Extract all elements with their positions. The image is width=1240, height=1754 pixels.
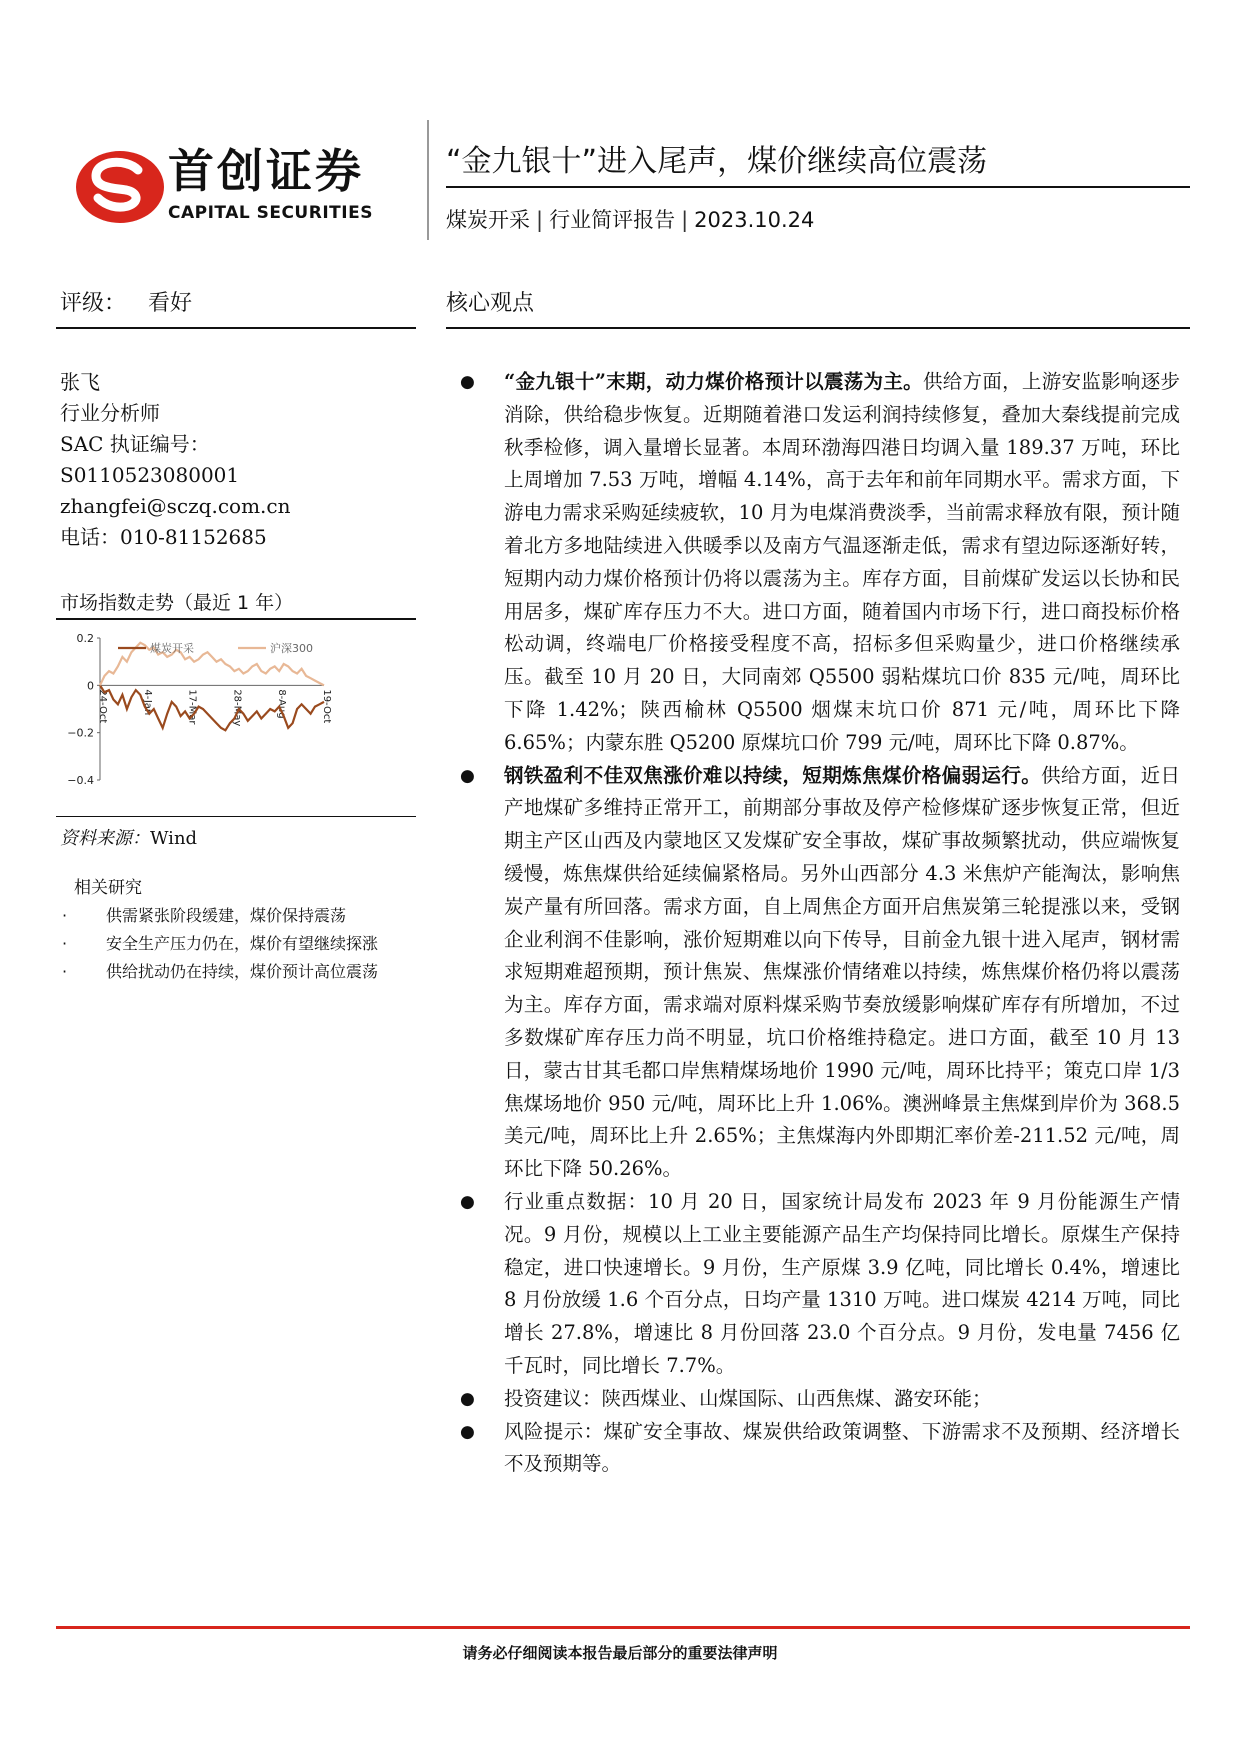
source-label: 资料来源： xyxy=(60,828,150,849)
core-views-heading: 核心观点 xyxy=(446,291,535,316)
core-view-item xyxy=(446,760,1180,1186)
related-item-label: 供给扰动仍在持续，煤价预计高位震荡 xyxy=(106,962,379,981)
related-item-label: 安全生产压力仍在，煤价有望继续探涨 xyxy=(106,934,379,953)
core-view-text: 投资建议：陕西煤业、山煤国际、山西焦煤、潞安环能； xyxy=(504,1386,992,1410)
y-tick-label: −0.4 xyxy=(67,774,94,787)
x-tick-label: 28-May xyxy=(231,689,243,727)
bullet-icon: · xyxy=(62,906,68,925)
source-rule xyxy=(56,816,416,817)
x-tick-label: 24-Oct xyxy=(97,689,108,724)
bullet-icon: ● xyxy=(460,765,475,786)
report-date: 2023.10.24 xyxy=(694,208,815,232)
core-view-text: 行业重点数据：10 月 20 日，国家统计局发布 2023 年 9 月份能源生产情况。9 月份，规模以上工业主要能源产品生产均保持同比增长。原煤生产保持稳定，进口快速增长。9 月份，生产原煤 3.9 亿吨，同比增长 0.4%，增速比 8 月份放缓 1.6 个百分点，日均产量 1310 万吨。进口煤炭 4214 万吨，同比增长 27.8%，增速比 8 月份回落 23.0 个百分点。9 月份，发电量 7456 亿千瓦时，同比增长 7.7%。 xyxy=(504,1189,1180,1377)
y-tick-label: 0.2 xyxy=(76,632,94,645)
report-type-label: 行业简评报告 xyxy=(549,208,676,232)
footer-rule xyxy=(56,1626,1190,1629)
market-trend-heading: 市场指数走势（最近 1 年） xyxy=(60,592,294,614)
data-source xyxy=(60,824,197,850)
report-subtitle: 煤炭开采 | 行业简评报告 | 2023.10.24 xyxy=(446,208,815,232)
related-item[interactable] xyxy=(60,960,420,984)
source-value: Wind xyxy=(150,828,198,849)
bullet-icon: · xyxy=(62,962,68,981)
market-trend-rule xyxy=(56,618,416,620)
legal-disclaimer-notice: 请务必仔细阅读本报告最后部分的重要法律声明 xyxy=(462,1644,778,1662)
x-tick-label: 4-Jan xyxy=(141,689,153,716)
logo-text-cn: 首创证券 xyxy=(168,144,364,198)
bullet-icon: · xyxy=(62,934,68,953)
report-title: “金九银十”进入尾声，煤价继续高位震荡 xyxy=(446,144,988,179)
analyst-email[interactable]: zhangfei@sczq.com.cn xyxy=(60,494,291,518)
rating-rule xyxy=(56,327,416,329)
x-tick-label: 8-Aug xyxy=(276,689,288,719)
x-tick-label: 17-Mar xyxy=(186,689,198,725)
related-research-heading: 相关研究 xyxy=(74,878,142,898)
core-view-text: 供给方面，近日产地煤矿多维持正常开工，前期部分事故及停产检修煤矿逐步恢复正常，但近期主产区山西及内蒙地区又发煤矿安全事故，煤矿事故频繁扰动，供应端恢复缓慢，炼焦煤供给延续偏紧格局。另外山西部分 4.3 米焦炉产能淘汰，影响焦炭产量有所回落。需求方面，自上周焦企方面开启焦炭第三轮提涨以来，受钢企业利润不佳影响，涨价短期难以向下传导，目前金九银十进入尾声，钢材需求短期难超预期，预计焦炭、焦煤涨价情绪难以持续，炼焦煤价格仍将以震荡为主。库存方面，需求端对原料煤采购节奏放缓影响煤矿库存有所增加，不过多数煤矿库存压力尚不明显，坑口价格维持稳定。进口方面，截至 10 月 13 日，蒙古甘其毛都口岸焦精煤场地价 1990 元/吨，周环比持平；策克口岸 1/3 焦煤场地价 950 元/吨，周环比上升 1.06%。澳洲峰景主焦煤到岸价为 368.5 美元/吨，周环比上升 2.65%；主焦煤海内外即期汇率价差-211.52 元/吨，周环比下降 50.26%。 xyxy=(504,763,1180,1181)
core-view-item xyxy=(446,366,1180,760)
rating-label: 评级： xyxy=(60,291,127,316)
core-view-text: 供给方面，上游安监影响逐步消除，供给稳步恢复。近期随着港口发运利润持续修复，叠加大秦线提前完成秋季检修，调入量增长显著。本周环渤海四港日均调入量 189.37 万吨，环比上周增加 7.53 万吨，增幅 4.14%，高于去年和前年同期水平。需求方面，下游电力需求采购延续疲软，10 月为电煤消费淡季，当前需求释放有限，预计随着北方多地陆续进入供暖季以及南方气温逐渐走低，需求有望边际逐渐好转，短期内动力煤价格预计仍将以震荡为主。库存方面，目前煤矿发运以长协和民用居多，煤矿库存压力不大。进口方面，随着国内市场下行，进口商投标价格松动调，终端电厂价格接受程度不高，招标多但采购量少，进口价格继续承压。截至 10 月 20 日，大同南郊 Q5500 弱粘煤坑口价 835 元/吨，周环比下降 1.42%；陕西榆林 Q5500 烟煤末坑口价 871 元/吨，周环比下降 6.65%；内蒙东胜 Q5200 原煤坑口价 799 元/吨，周环比下降 0.87%。 xyxy=(504,370,1180,754)
x-tick-label: 19-Oct xyxy=(321,689,332,724)
industry-label: 煤炭开采 xyxy=(446,208,530,232)
title-rule xyxy=(446,186,1190,188)
bullet-icon: ● xyxy=(460,1191,475,1212)
core-view-item xyxy=(446,1383,1180,1416)
market-index-chart xyxy=(56,628,416,806)
sac-label: SAC 执证编号： xyxy=(60,432,210,456)
core-view-heading: “金九银十”末期，动力煤价格预计以震荡为主。 xyxy=(504,370,923,393)
bullet-icon: ● xyxy=(460,1388,475,1409)
core-views-body xyxy=(446,366,1180,1481)
related-item[interactable] xyxy=(60,932,420,956)
rating-value: 看好 xyxy=(148,291,193,316)
core-view-item xyxy=(446,1186,1180,1383)
analyst-name: 张飞 xyxy=(60,370,100,394)
related-item-label: 供需紧张阶段缓建，煤价保持震荡 xyxy=(106,906,347,925)
analyst-info xyxy=(60,367,290,553)
analyst-phone: 电话：010-81152685 xyxy=(60,525,267,549)
rating xyxy=(60,286,192,317)
core-view-text: 风险提示：煤矿安全事故、煤炭供给政策调整、下游需求不及预期、经济增长不及预期等。 xyxy=(504,1419,1180,1476)
analyst-role: 行业分析师 xyxy=(60,401,160,425)
core-views-rule xyxy=(446,327,1190,329)
sac-number: S0110523080001 xyxy=(60,463,240,487)
related-research-list xyxy=(60,904,420,988)
y-tick-label: −0.2 xyxy=(67,726,94,740)
logo-icon xyxy=(74,148,166,226)
bullet-icon: ● xyxy=(460,1421,475,1442)
legend-label: 沪深300 xyxy=(270,642,313,655)
legend-label: 煤炭开采 xyxy=(150,642,194,655)
header-divider xyxy=(427,120,429,240)
y-tick-label: 0 xyxy=(87,679,94,693)
core-view-heading: 钢铁盈利不佳双焦涨价难以持续，短期炼焦煤价格偏弱运行。 xyxy=(504,763,1042,787)
logo-text-en: CAPITAL SECURITIES xyxy=(168,203,373,223)
related-item[interactable] xyxy=(60,904,420,928)
core-view-item xyxy=(446,1416,1180,1482)
series-line-1 xyxy=(100,685,324,730)
bullet-icon: ● xyxy=(460,372,475,392)
